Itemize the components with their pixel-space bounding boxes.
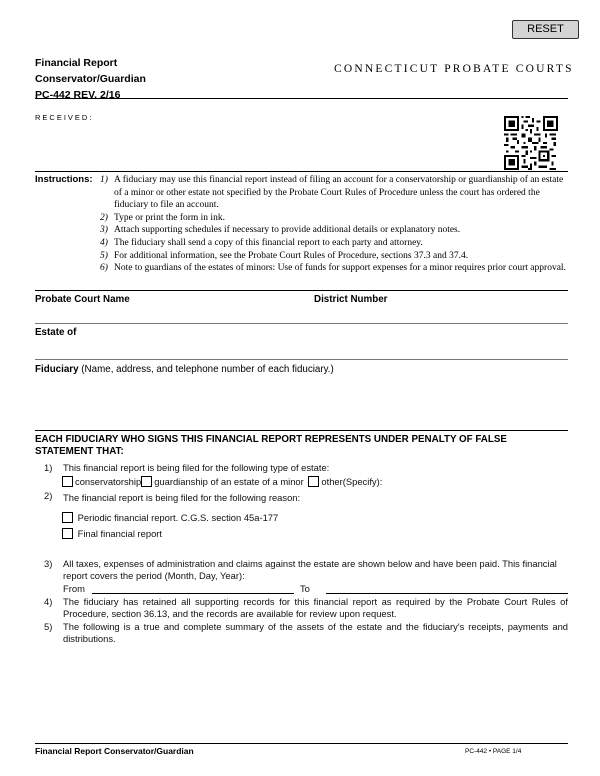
reason-final-row	[62, 528, 162, 540]
guardianship-label: guardianship of an estate of a minor	[154, 476, 304, 487]
instruction-item: 5) For additional information, see the Probate Court Rules of Procedure, sections 37.3 and 37.4.	[100, 250, 469, 261]
fiduciary-note: (Name, address, and telephone number of each fiduciary.)	[81, 364, 334, 375]
reason-periodic-row	[62, 512, 278, 524]
instruction-item: 6) Note to guardians of the estates of minors: Use of funds for support expenses for a minor requires prior court approval.	[100, 263, 566, 274]
court-title: CONNECTICUT PROBATE COURTS	[334, 63, 574, 75]
fiduciary-label-row	[35, 364, 334, 375]
instruction-item: 3) Attach supporting schedules if necessary to provide additional details or explanatory notes.	[100, 225, 461, 236]
instructions-label: Instructions:	[35, 174, 93, 185]
instructions-divider	[35, 290, 568, 291]
instruction-item: 4) The fiduciary shall send a copy of this financial report to each party and attorney.	[100, 237, 423, 248]
form-subtitle: Conservator/Guardian	[35, 73, 146, 85]
statement-heading: EACH FIDUCIARY WHO SIGNS THIS FINANCIAL REPORT REPRESENTS UNDER PENALTY OF FALSE STATEMENT THAT:	[35, 434, 507, 457]
guardianship-checkbox[interactable]	[141, 476, 152, 487]
from-label: From	[63, 583, 85, 594]
to-date-field[interactable]	[326, 593, 568, 594]
fiduciary-field[interactable]	[35, 378, 568, 428]
estate-of-label: Estate of	[35, 327, 77, 338]
other-label: other(Specify):	[321, 476, 383, 487]
qr-code-icon	[504, 116, 558, 170]
periodic-report-label: Periodic financial report. C.G.S. section 45a-177	[77, 512, 279, 523]
form-title: Financial Report	[35, 57, 118, 69]
court-field-line[interactable]	[35, 323, 568, 324]
instructions-list	[100, 174, 570, 275]
footer-page-number: PC-442 • PAGE 1/4	[465, 748, 522, 755]
statement-4-text: The fiduciary has retained all supporting records for this financial report as required by the Probate Court Rules of Procedure, section 36.13, and the records are available for review upon request.	[63, 596, 568, 620]
received-divider	[35, 171, 568, 172]
form-id: PC-442 REV. 2/16	[35, 89, 121, 101]
statement-5-text: The following is a true and complete summary of the assets of the estate and the fiduciary's receipts, payments and distributions.	[63, 621, 568, 645]
other-checkbox[interactable]	[308, 476, 319, 487]
instruction-item: 2) Type or print the form in ink.	[100, 212, 225, 223]
form-header	[35, 55, 146, 103]
statement-1-number: 1)	[44, 462, 53, 473]
probate-court-name-label: Probate Court Name	[35, 294, 130, 305]
conservatorship-label: conservatorship	[75, 476, 142, 487]
estate-type-options	[62, 476, 382, 488]
reset-button[interactable]: RESET	[512, 20, 579, 39]
statement-4-number: 4)	[44, 596, 53, 607]
statement-3-number: 3)	[44, 558, 53, 569]
received-label: RECEIVED:	[35, 113, 94, 122]
estate-field-line[interactable]	[35, 359, 568, 360]
statement-2-text: The financial report is being filed for the following reason:	[63, 492, 301, 503]
statement-3-text: All taxes, expenses of administration and claims against the estate are shown below and have been paid. This financial report covers the period (Month, Day, Year):	[63, 558, 557, 582]
instruction-item: 1) A fiduciary may use this financial report instead of filing an account for a conservatorship or guardianship of an estate of a minor or other estate not specified by the Probate Court Rules of Procedure unless the court has ordered the fiduciary to file an account.	[100, 175, 564, 211]
to-label: To	[300, 583, 310, 594]
statement-5-number: 5)	[44, 621, 53, 632]
header-divider	[35, 98, 568, 99]
statement-2-number: 2)	[44, 490, 53, 501]
footer-divider	[35, 743, 568, 744]
district-number-label: District Number	[314, 294, 388, 305]
final-report-label: Final financial report	[77, 528, 163, 539]
fiduciary-label: Fiduciary	[35, 364, 79, 375]
statement-1-text: This financial report is being filed for the following type of estate:	[63, 462, 330, 473]
footer-form-name: Financial Report Conservator/Guardian	[35, 746, 194, 756]
periodic-report-checkbox[interactable]	[62, 512, 73, 523]
fiduciary-divider	[35, 430, 568, 431]
final-report-checkbox[interactable]	[62, 528, 73, 539]
from-date-field[interactable]	[92, 593, 294, 594]
conservatorship-checkbox[interactable]	[62, 476, 73, 487]
